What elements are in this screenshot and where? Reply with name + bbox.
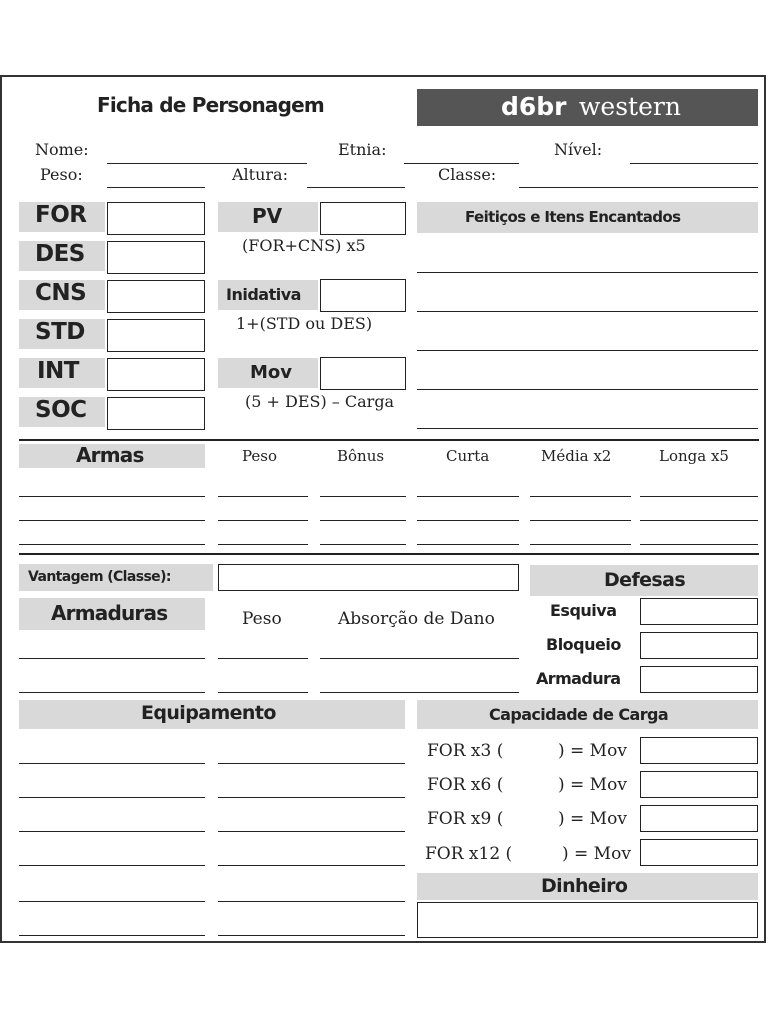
iniciativa-input[interactable] <box>320 279 406 312</box>
armas-cell[interactable] <box>417 520 519 521</box>
armas-cell[interactable] <box>218 496 308 497</box>
armas-col-media: Média x2 <box>541 447 612 465</box>
armas-cell[interactable] <box>19 496 205 497</box>
armas-cell[interactable] <box>640 520 758 521</box>
armaduras-cell[interactable] <box>218 658 308 659</box>
carga-row-input[interactable] <box>640 805 758 832</box>
attr-soc: SOC <box>19 397 105 427</box>
peso-field[interactable] <box>107 187 205 188</box>
equipamento-line[interactable] <box>218 865 405 866</box>
pv-label-box: PV <box>218 202 318 232</box>
carga-row-label: FOR x12 ( <box>425 844 513 864</box>
armas-cell[interactable] <box>530 496 631 497</box>
esquiva-input[interactable] <box>640 598 758 625</box>
armas-cell[interactable] <box>19 544 205 545</box>
attr-std-input[interactable] <box>107 319 205 352</box>
peso-label: Peso: <box>40 165 83 184</box>
equipamento-line[interactable] <box>19 901 205 902</box>
section-divider <box>19 553 759 555</box>
feiticos-line[interactable] <box>417 350 758 351</box>
mov-input[interactable] <box>320 357 406 390</box>
armas-cell[interactable] <box>320 544 406 545</box>
attr-soc-input[interactable] <box>107 397 205 430</box>
armas-cell[interactable] <box>320 496 406 497</box>
dinheiro-header: Dinheiro <box>417 873 758 900</box>
carga-row-eq: ) = Mov <box>558 741 627 761</box>
equipamento-line[interactable] <box>218 797 405 798</box>
armas-cell[interactable] <box>218 544 308 545</box>
feiticos-header: Feitiços e Itens Encantados <box>417 202 758 233</box>
carga-row-eq: ) = Mov <box>558 809 627 829</box>
carga-row-input[interactable] <box>640 839 758 866</box>
armas-cell[interactable] <box>640 496 758 497</box>
armaduras-cell[interactable] <box>19 692 205 693</box>
nome-field[interactable] <box>107 163 307 164</box>
classe-label: Classe: <box>438 165 497 184</box>
attr-des: DES <box>19 241 105 271</box>
carga-row-label: FOR x9 ( <box>427 809 504 829</box>
equipamento-line[interactable] <box>218 763 405 764</box>
armadura-label: Armadura <box>536 669 621 688</box>
etnia-field[interactable] <box>404 163 519 164</box>
armas-col-bonus: Bônus <box>337 447 385 465</box>
character-sheet <box>0 75 766 943</box>
sheet-title: Ficha de Personagem <box>97 93 324 117</box>
armaduras-header: Armaduras <box>19 598 205 630</box>
carga-row-label: FOR x6 ( <box>427 775 504 795</box>
brand-light: western <box>579 92 681 121</box>
attr-for-input[interactable] <box>107 202 205 235</box>
pv-input[interactable] <box>320 202 406 235</box>
attr-int-input[interactable] <box>107 358 205 391</box>
armas-col-curta: Curta <box>446 447 490 465</box>
attr-des-input[interactable] <box>107 241 205 274</box>
equipamento-header: Equipamento <box>19 700 405 729</box>
carga-row-input[interactable] <box>640 737 758 764</box>
equipamento-line[interactable] <box>19 935 205 936</box>
iniciativa-label-box: Inidativa <box>218 280 318 310</box>
nome-label: Nome: <box>35 140 89 159</box>
section-divider <box>19 439 759 441</box>
armaduras-cell[interactable] <box>19 658 205 659</box>
carga-row-input[interactable] <box>640 771 758 798</box>
altura-label: Altura: <box>232 165 288 184</box>
attr-cns: CNS <box>19 280 105 310</box>
armaduras-cell[interactable] <box>320 692 519 693</box>
vantagem-label-box: Vantagem (Classe): <box>19 564 213 591</box>
bloqueio-label: Bloqueio <box>546 635 621 654</box>
armas-col-longa: Longa x5 <box>659 447 729 465</box>
carga-header: Capacidade de Carga <box>417 700 758 729</box>
etnia-label: Etnia: <box>338 140 387 159</box>
attr-std: STD <box>19 319 105 349</box>
armaduras-cell[interactable] <box>218 692 308 693</box>
equipamento-line[interactable] <box>19 865 205 866</box>
armaduras-col-peso: Peso <box>242 609 282 629</box>
mov-formula: (5 + DES) – Carga <box>245 392 395 411</box>
mov-label-box: Mov <box>218 358 318 388</box>
vantagem-input[interactable] <box>218 564 519 591</box>
armadura-input[interactable] <box>640 666 758 693</box>
armas-cell[interactable] <box>320 520 406 521</box>
armas-cell[interactable] <box>417 496 519 497</box>
armas-cell[interactable] <box>19 520 205 521</box>
altura-field[interactable] <box>307 187 405 188</box>
classe-field[interactable] <box>519 187 758 188</box>
equipamento-line[interactable] <box>218 901 405 902</box>
equipamento-line[interactable] <box>19 797 205 798</box>
armas-cell[interactable] <box>218 520 308 521</box>
equipamento-line[interactable] <box>19 763 205 764</box>
attr-cns-input[interactable] <box>107 280 205 313</box>
carga-row-eq: ) = Mov <box>558 775 627 795</box>
attr-int: INT <box>19 358 105 388</box>
feiticos-line[interactable] <box>417 428 758 429</box>
armas-col-peso: Peso <box>242 447 278 465</box>
carga-row-eq: ) = Mov <box>562 844 631 864</box>
attr-for: FOR <box>19 202 105 232</box>
nivel-label: Nível: <box>554 140 603 159</box>
esquiva-label: Esquiva <box>550 601 617 620</box>
brand-strong: d6br <box>501 92 567 121</box>
feiticos-line[interactable] <box>417 389 758 390</box>
nivel-field[interactable] <box>630 163 758 164</box>
equipamento-line[interactable] <box>218 831 405 832</box>
dinheiro-input[interactable] <box>417 902 758 938</box>
equipamento-line[interactable] <box>218 935 405 936</box>
feiticos-line[interactable] <box>417 311 758 312</box>
iniciativa-formula: 1+(STD ou DES) <box>236 314 373 333</box>
armas-header: Armas <box>19 444 205 468</box>
brand-banner <box>417 89 758 126</box>
bloqueio-input[interactable] <box>640 632 758 659</box>
armas-cell[interactable] <box>417 544 519 545</box>
armaduras-cell[interactable] <box>320 658 519 659</box>
carga-row-label: FOR x3 ( <box>427 741 504 761</box>
feiticos-line[interactable] <box>417 272 758 273</box>
equipamento-line[interactable] <box>19 831 205 832</box>
armas-cell[interactable] <box>640 544 758 545</box>
armaduras-col-absorcao: Absorção de Dano <box>338 609 495 629</box>
armas-cell[interactable] <box>530 544 631 545</box>
defesas-header: Defesas <box>530 565 758 596</box>
pv-formula: (FOR+CNS) x5 <box>242 236 366 255</box>
armas-cell[interactable] <box>530 520 631 521</box>
